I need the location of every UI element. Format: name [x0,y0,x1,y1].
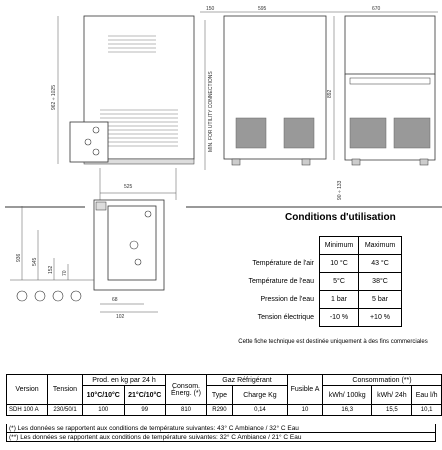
dim-150: 150 [206,6,215,12]
col-min-header: Minimum [320,237,359,255]
dim-525: 525 [124,184,133,190]
plan-view [10,168,176,320]
h-tension: Tension [48,375,83,405]
cond-max: 38°C [359,273,402,291]
cell-prod-b: 99 [124,405,166,416]
footnote-2: (**) Les données se rapportent aux conditions de température suivantes: 32° C Ambiance / 21° C Eau [6,433,436,442]
min-utility-label: MIN. FOR UTILITY CONNECTIONS [208,71,214,152]
table-row [236,291,402,309]
cond-label: Température de l'air [236,255,320,273]
back-view [337,16,435,200]
table-row [236,309,402,327]
cond-max: +10 % [359,309,402,327]
cond-min: 1 bar [320,291,359,309]
h-fusible: Fusible A [288,375,323,405]
dim-545: 545 [32,257,38,266]
cell-type: R290 [207,405,233,416]
h-gaz: Gaz Réfrigérant [207,375,288,386]
cell-prod-a: 100 [83,405,125,416]
h-conso: Consommation (**) [323,375,442,386]
h-prod-b: 21°C/10°C [124,386,166,405]
cell-eau: 10,1 [412,405,442,416]
h-kwh100: kWh/ 100kg [323,386,372,405]
conditions-table [236,236,402,327]
cell-tension: 230/50/1 [48,405,83,416]
dim-70: 70 [62,270,68,276]
h-prod: Prod. en kg par 24 h [83,375,166,386]
cond-min: 5°C [320,273,359,291]
cond-max: 43 °C [359,255,402,273]
table-row [7,405,442,416]
dim-670: 670 [372,6,381,12]
h-gaz-charge: Charge Kg [232,386,287,405]
dim-936: 936 [16,253,22,262]
dim-152: 152 [48,265,54,274]
dim-height-side: 892 [327,89,333,98]
cell-charge: 0,14 [232,405,287,416]
cond-min: 10 °C [320,255,359,273]
cell-kwh24: 15,5 [372,405,412,416]
cell-fusible: 10 [288,405,323,416]
dim-offset-right: 90 ÷ 133 [337,180,343,200]
commercial-note: Cette fiche technique est destinée uniquement à des fins commerciales [238,339,428,345]
cond-max: 5 bar [359,291,402,309]
cond-label: Température de l'eau [236,273,320,291]
cond-label: Tension électrique [236,309,320,327]
dim-595: 595 [258,6,267,12]
h-kwh24: kWh/ 24h [372,386,412,405]
cell-version: SDH 100 A [7,405,48,416]
cell-consom: 810 [166,405,207,416]
dim-102: 102 [116,314,125,320]
footnote-1: (*) Les données se rapportent aux conditions de température suivantes: 43° C Ambiance / 32° C Eau [6,424,436,433]
dim-height-left: 962 ÷ 1025 [51,85,57,110]
col-max-header: Maximum [359,237,402,255]
h-gaz-type: Type [207,386,233,405]
cond-label: Pression de l'eau [236,291,320,309]
h-consom: Consom. Énerg. (*) [166,375,207,405]
cell-kwh100: 16,3 [323,405,372,416]
conditions-title: Conditions d'utilisation [285,212,396,223]
cond-min: -10 % [320,309,359,327]
spec-table [6,374,442,416]
dim-68: 68 [112,297,118,303]
h-version: Version [7,375,48,405]
front-view [51,16,194,164]
table-row [236,255,402,273]
h-eau: Eau l/h [412,386,442,405]
table-row [236,273,402,291]
h-prod-a: 10°C/10°C [83,386,125,405]
side-view [224,16,334,165]
